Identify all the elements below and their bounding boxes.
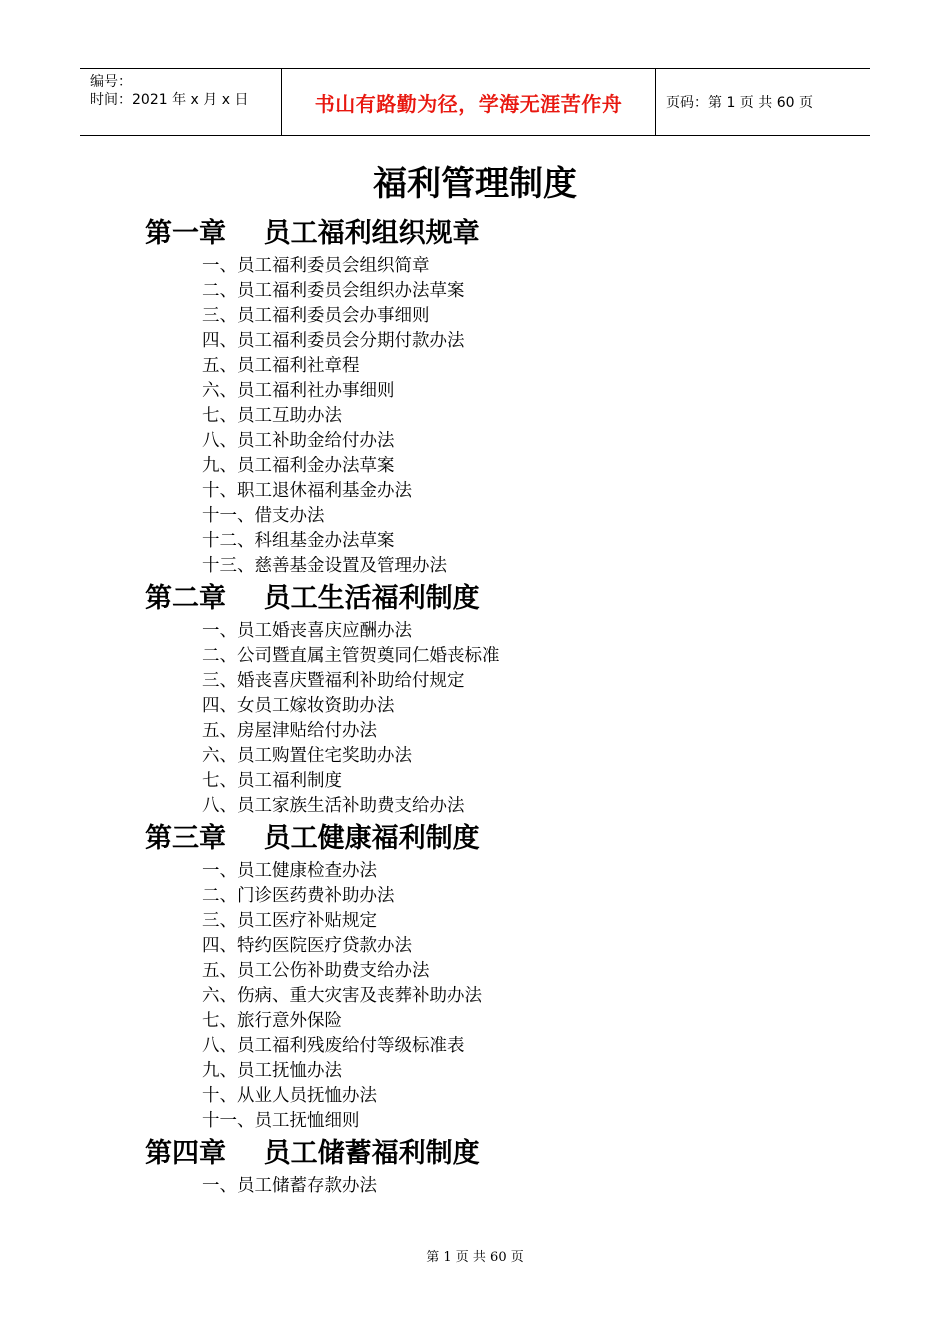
header-info-cell [80,69,282,135]
header-motto: 书山有路勤为径，学海无涯苦作舟 [314,91,623,116]
toc-item: 五、员工公伤补助费支给办法 [202,961,430,981]
chapter-2 [145,579,865,819]
toc-item: 六、员工购置住宅奖助办法 [202,746,412,766]
document-title: 福利管理制度 [373,164,577,204]
toc-item: 七、旅行意外保险 [202,1011,342,1031]
toc-item: 一、员工婚丧喜庆应酬办法 [202,621,412,641]
toc-item: 七、员工福利制度 [202,771,342,791]
chapter-title: 第二章 员工生活福利制度 [145,583,480,614]
chapter-title: 第三章 员工健康福利制度 [145,823,480,854]
chapter-title: 第一章 员工福利组织规章 [145,218,480,249]
toc-item: 一、员工储蓄存款办法 [202,1176,377,1196]
toc-item: 八、员工家族生活补助费支给办法 [202,796,465,816]
toc-item: 一、员工健康检查办法 [202,861,377,881]
toc-item: 十、从业人员抚恤办法 [202,1086,377,1106]
toc-item: 六、员工福利社办事细则 [202,381,395,401]
chapter-3 [145,819,865,1134]
toc-item: 五、房屋津贴给付办法 [202,721,377,741]
chapter-title: 第四章 员工储蓄福利制度 [145,1138,480,1169]
toc-item: 三、婚丧喜庆暨福利补助给付规定 [202,671,465,691]
toc-item: 八、员工补助金给付办法 [202,431,395,451]
toc-item: 十三、慈善基金设置及管理办法 [202,556,447,576]
toc-item: 九、员工抚恤办法 [202,1061,342,1081]
toc-item: 六、伤病、重大灾害及丧葬补助办法 [202,986,482,1006]
document-date-label: 时间：2021 年 x 月 x 日 [90,92,249,108]
chapter-4 [145,1134,865,1199]
header-page-cell [656,69,870,135]
toc-item: 十二、科组基金办法草案 [202,531,395,551]
toc-item: 八、员工福利残废给付等级标准表 [202,1036,465,1056]
toc-item: 五、员工福利社章程 [202,356,360,376]
chapter-1 [145,214,865,579]
table-of-contents [145,214,865,1199]
toc-item: 七、员工互助办法 [202,406,342,426]
page-footer: 第 1 页 共 60 页 [426,1250,524,1265]
toc-item: 十一、员工抚恤细则 [202,1111,360,1131]
header-motto-cell [282,69,656,135]
toc-item: 四、女员工嫁妆资助办法 [202,696,395,716]
toc-item: 四、特约医院医疗贷款办法 [202,936,412,956]
toc-item: 二、公司暨直属主管贺奠同仁婚丧标准 [202,646,500,666]
toc-item: 十、职工退休福利基金办法 [202,481,412,501]
toc-item: 一、员工福利委员会组织简章 [202,256,430,276]
toc-item: 三、员工医疗补贴规定 [202,911,377,931]
toc-item: 十一、借支办法 [202,506,325,526]
toc-item: 二、员工福利委员会组织办法草案 [202,281,465,301]
toc-item: 四、员工福利委员会分期付款办法 [202,331,465,351]
header-table [80,68,870,136]
document-number-label: 编号： [90,74,132,90]
toc-item: 九、员工福利金办法草案 [202,456,395,476]
toc-item: 三、员工福利委员会办事细则 [202,306,430,326]
toc-item: 二、门诊医药费补助办法 [202,886,395,906]
header-page-info: 页码：第 1 页 共 60 页 [666,95,813,111]
